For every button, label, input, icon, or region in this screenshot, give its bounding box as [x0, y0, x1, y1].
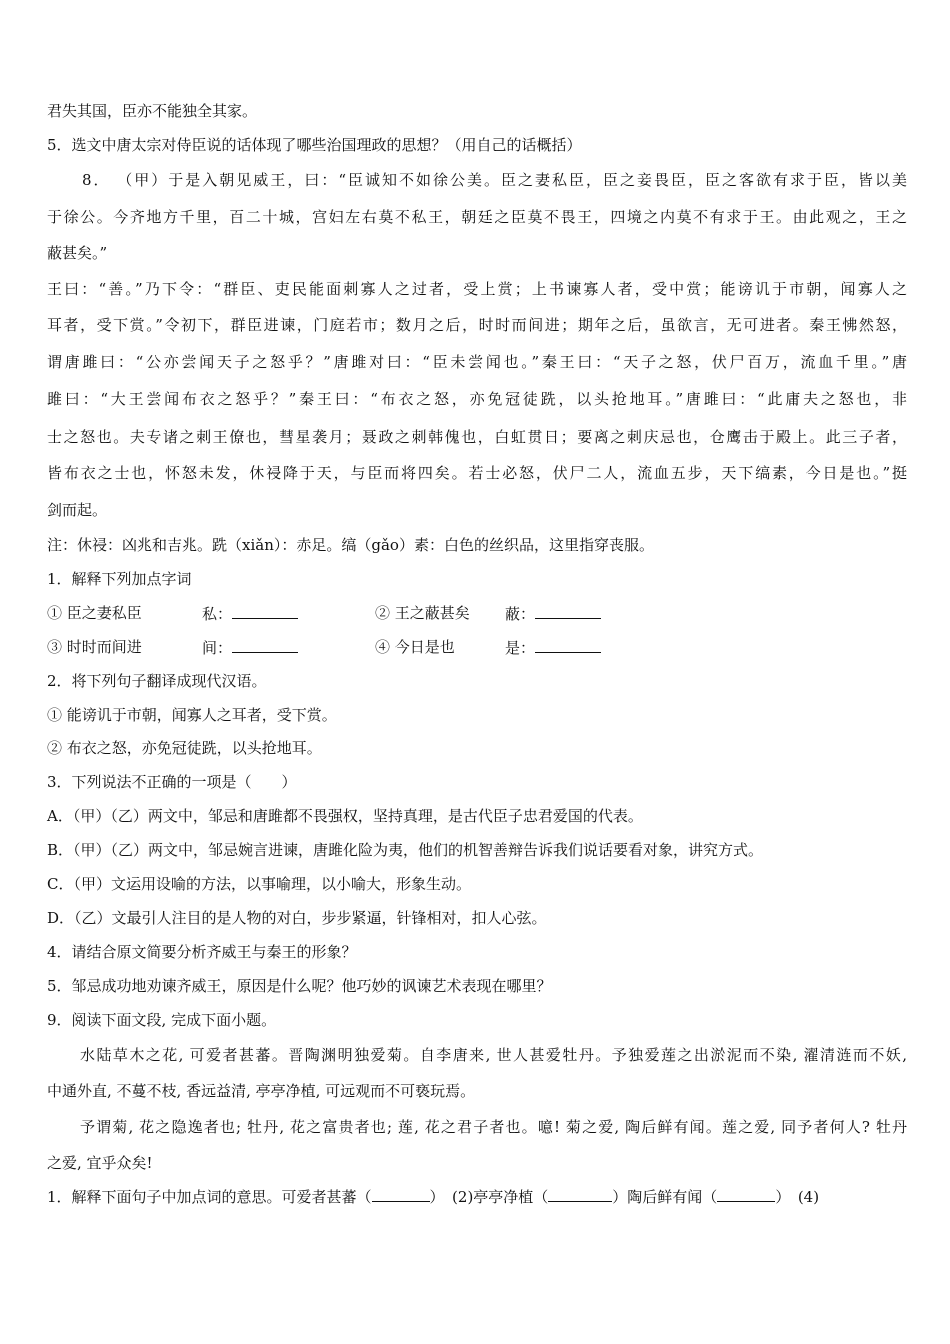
question-line: 4．请结合原文简要分析齐威王与秦王的形象？ — [47, 943, 357, 961]
option-b: B．（甲）（乙）两文中，邹忌婉言进谏，唐雎化险为夷，他们的机智善辩告诉我们说话要看对象，讲究方式。 — [47, 841, 764, 859]
q1-blank — [202, 637, 298, 658]
q1-sentence: ③ 时时而间进 — [47, 638, 142, 656]
passage-line: 中通外直, 不蔓不枝, 香远益清, 亭亭净植, 可远观而不可亵玩焉。 — [47, 1082, 476, 1100]
passage-line: 8． （甲）于是入朝见威王，曰：“臣诚知不如徐公美。臣之妻私臣，臣之妾畏臣，臣之客欲有求于臣，皆以美 — [82, 171, 907, 189]
passage-line: 耳者，受下赏。”令初下，群臣进谏，门庭若市；数月之后，时时而间进；期年之后，虽欲言，无可进者。秦王怫然怒， — [47, 316, 907, 334]
q1-blank — [505, 603, 601, 624]
q1-blank — [505, 637, 601, 658]
q1-word: 是： — [505, 639, 536, 657]
question-line — [47, 1186, 819, 1207]
question-line: 2．将下列句子翻译成现代汉语。 — [47, 672, 267, 690]
annotation-note: 注：休祲：凶兆和吉兆。跣（xiǎn）：赤足。缟（gǎo）素：白色的丝织品，这里指穿丧服。 — [47, 536, 654, 554]
question-text: ） (2)亭亭净植（ — [429, 1188, 549, 1206]
q1-word: 蔽： — [505, 605, 536, 623]
text-line: 君失其国，臣亦不能独全其家。 — [47, 102, 258, 120]
question-text: 1．解释下面句子中加点词的意思。可爱者甚蕃（ — [47, 1188, 372, 1206]
passage-line: 于徐公。今齐地方千里，百二十城，宫妇左右莫不私王，朝廷之臣莫不畏王，四境之内莫不有求于王。由此观之，王之 — [47, 208, 907, 226]
q1-sentence: ① 臣之妻私臣 — [47, 604, 142, 622]
question-line: 5．邹忌成功地劝谏齐威王，原因是什么呢？他巧妙的讽谏艺术表现在哪里？ — [47, 977, 552, 995]
answer-blank[interactable] — [535, 637, 601, 653]
answer-blank[interactable] — [232, 637, 298, 653]
passage-line: 水陆草木之花, 可爱者甚蕃。晋陶渊明独爱菊。自李唐来, 世人甚爱牡丹。予独爱莲之出淤泥而不染, 濯清涟而不妖, — [80, 1046, 907, 1064]
q1-sentence: ④ 今日是也 — [375, 638, 455, 656]
q1-sentence: ② 王之蔽甚矣 — [375, 604, 470, 622]
question-line: 9．阅读下面文段, 完成下面小题。 — [47, 1011, 277, 1029]
passage-line: 谓唐雎曰：“公亦尝闻天子之怒乎？”唐雎对曰：“臣未尝闻也。”秦王曰：“天子之怒，伏尸百万，流血千里。”唐 — [47, 353, 907, 371]
question-line: 5．选文中唐太宗对侍臣说的话体现了哪些治国理政的思想？（用自己的话概括） — [47, 136, 582, 154]
answer-blank[interactable] — [548, 1186, 612, 1202]
passage-line: 王曰：“善。”乃下令：“群臣、吏民能面刺寡人之过者，受上赏；上书谏寡人者，受中赏；能谤讥于市朝，闻寡人之 — [47, 280, 907, 298]
passage-line: 剑而起。 — [47, 501, 108, 519]
question-line: ① 能谤讥于市朝，闻寡人之耳者，受下赏。 — [47, 706, 337, 724]
option-d: D．（乙）文最引人注目的是人物的对白，步步紧逼，针锋相对，扣人心弦。 — [47, 909, 547, 927]
question-line: 1．解释下列加点字词 — [47, 570, 192, 588]
q1-blank — [202, 603, 298, 624]
passage-line: 蔽甚矣。” — [47, 244, 108, 262]
passage-line: 予谓菊, 花之隐逸者也; 牡丹, 花之富贵者也; 莲, 花之君子者也。噫! 菊之爱, 陶后鲜有闻。莲之爱, 同予者何人? 牡丹 — [80, 1118, 907, 1136]
question-line: ② 布衣之怒，亦免冠徒跣，以头抢地耳。 — [47, 739, 322, 757]
question-text: ）陶后鲜有闻（ — [612, 1188, 718, 1206]
answer-blank[interactable] — [232, 603, 298, 619]
option-a: A．（甲）（乙）两文中，邹忌和唐雎都不畏强权，坚持真理，是古代臣子忠君爱国的代表。 — [47, 807, 643, 825]
question-line: 3．下列说法不正确的一项是（ ） — [47, 773, 297, 791]
passage-line: 雎曰：“大王尝闻布衣之怒乎？”秦王曰：“布衣之怒，亦免冠徒跣，以头抢地耳。”唐雎曰：“此庸夫之怒也，非 — [47, 390, 907, 408]
option-c: C．（甲）文运用设喻的方法，以事喻理，以小喻大，形象生动。 — [47, 875, 471, 893]
passage-line: 士之怒也。夫专诸之刺王僚也，彗星袭月；聂政之刺韩傀也，白虹贯日；要离之刺庆忌也，仓鹰击于殿上。此三子者， — [47, 428, 907, 446]
passage-line: 皆布衣之士也，怀怒未发，休祲降于天，与臣而将四矣。若士必怒，伏尸二人，流血五步，天下缟素，今日是也。”挺 — [47, 464, 907, 482]
passage-line: 之爱, 宜乎众矣! — [47, 1154, 153, 1172]
q1-word: 间： — [202, 639, 233, 657]
answer-blank[interactable] — [717, 1186, 775, 1202]
q1-word: 私： — [202, 605, 233, 623]
answer-blank[interactable] — [372, 1186, 430, 1202]
question-text: ） (4) — [775, 1188, 820, 1206]
answer-blank[interactable] — [535, 603, 601, 619]
